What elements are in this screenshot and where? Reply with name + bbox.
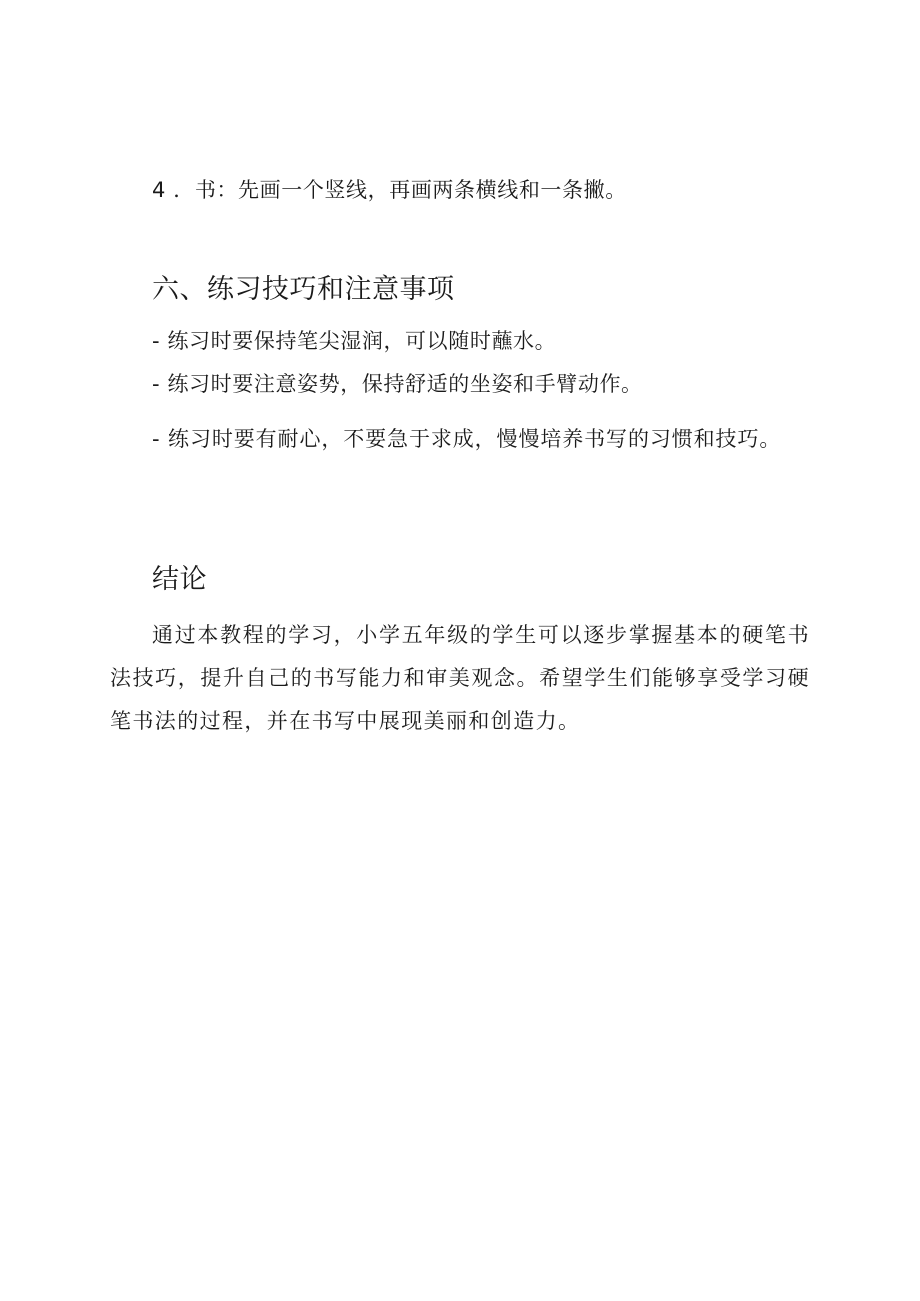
tip-item-1: - 练习时要保持笔尖湿润，可以随时蘸水。	[152, 329, 557, 353]
tip-item-3: - 练习时要有耐心，不要急于求成，慢慢培养书写的习惯和技巧。	[152, 427, 782, 451]
conclusion-heading: 结论	[152, 564, 207, 595]
step-4-text: 4 ．书：先画一个竖线，再画两条横线和一条撇。	[152, 178, 627, 202]
conclusion-paragraph: 通过本教程的学习，小学五年级的学生可以逐步掌握基本的硬笔书法技巧，提升自己的书写能力和审美观念。希望学生们能够享受学习硬笔书法的过程，并在书写中展现美丽和创造力。	[110, 623, 810, 733]
section-6-heading: 六、练习技巧和注意事项	[152, 274, 455, 305]
tip-item-2: - 练习时要注意姿势，保持舒适的坐姿和手臂动作。	[152, 372, 643, 396]
